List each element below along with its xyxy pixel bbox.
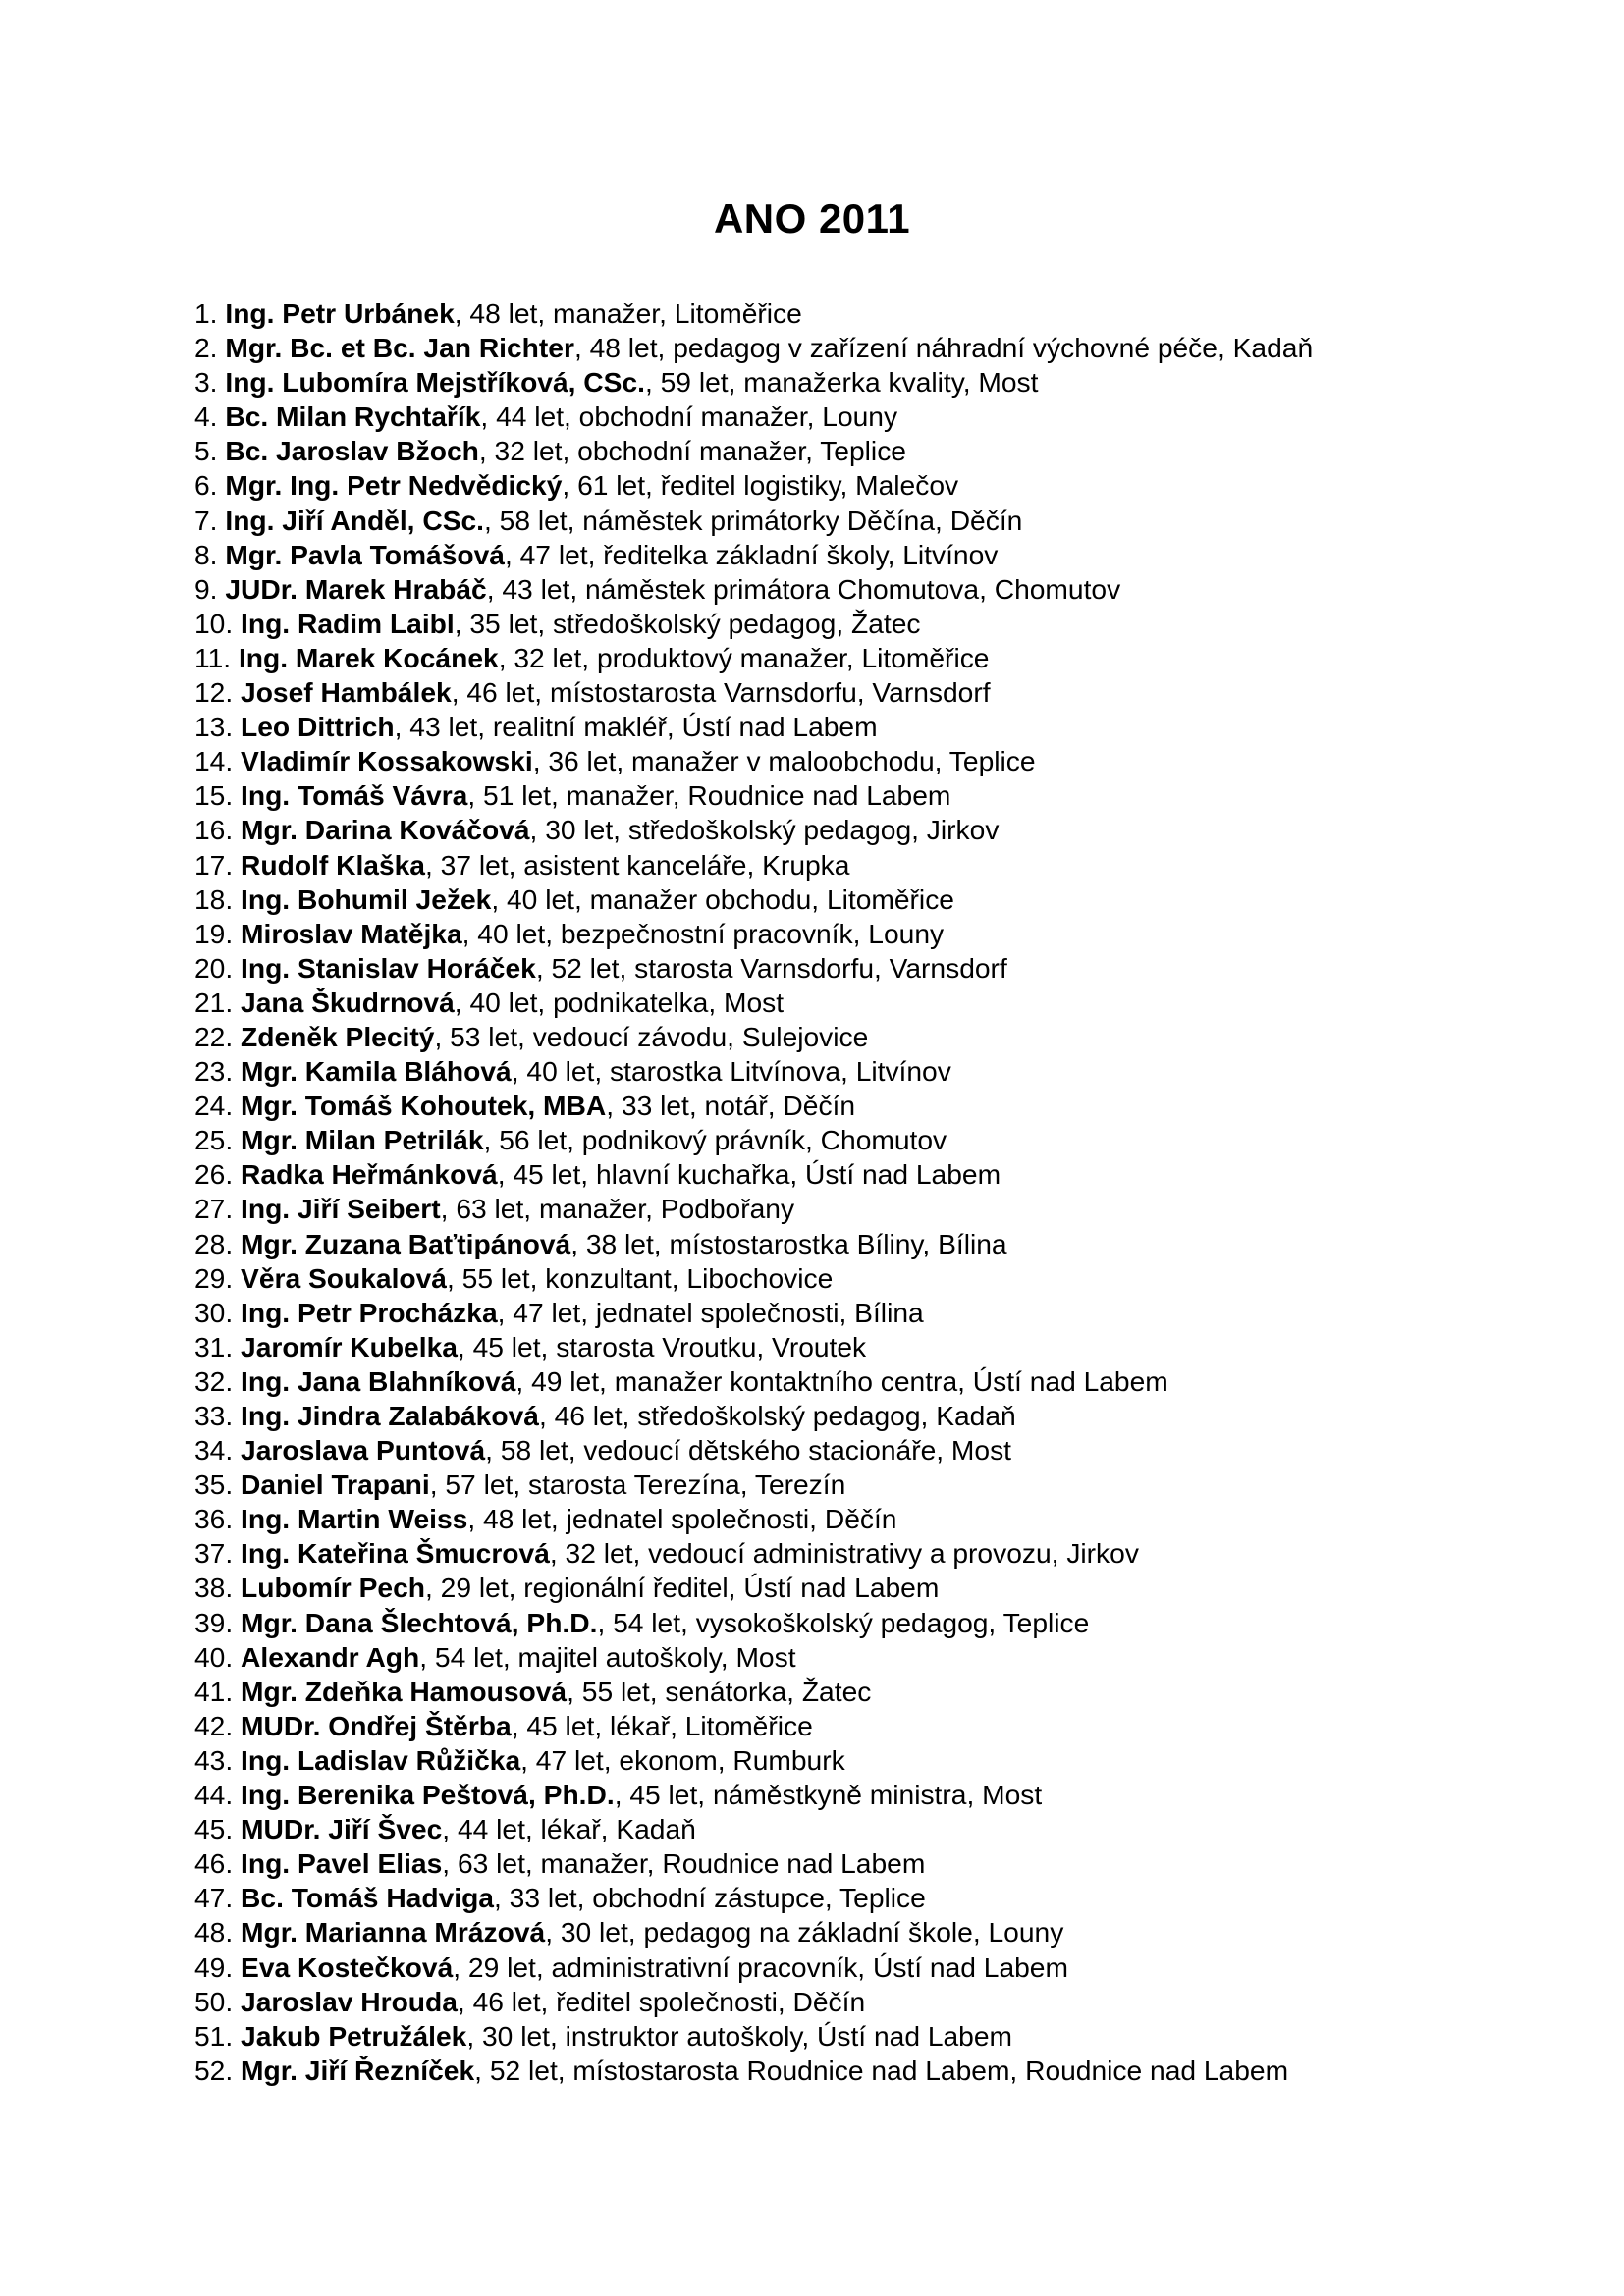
candidate-details: , 46 let, místostarosta Varnsdorfu, Varnsdorf bbox=[451, 676, 991, 709]
candidate-details: , 52 let, místostarosta Roudnice nad Labem, Roudnice nad Labem bbox=[474, 2054, 1289, 2086]
list-item bbox=[194, 1123, 1313, 1157]
list-item bbox=[194, 1606, 1313, 1640]
list-item bbox=[194, 504, 1313, 538]
list-item-number: 1. bbox=[194, 297, 218, 329]
candidate-name: Mgr. Marianna Mrázová bbox=[241, 1916, 546, 1949]
candidate-details: , 49 let, manažer kontaktního centra, Ústí nad Labem bbox=[515, 1364, 1168, 1397]
list-item-number: 24. bbox=[194, 1090, 234, 1122]
list-item bbox=[194, 1330, 1313, 1364]
candidate-details: , 52 let, starosta Varnsdorfu, Varnsdorf bbox=[535, 951, 1007, 984]
list-item bbox=[194, 1881, 1313, 1915]
list-item-number: 47. bbox=[194, 1882, 234, 1914]
list-item bbox=[194, 572, 1313, 607]
list-item bbox=[194, 641, 1313, 675]
list-item bbox=[194, 607, 1313, 641]
candidate-name: Ing. Berenika Peštová, Ph.D. bbox=[241, 1779, 615, 1811]
list-item bbox=[194, 951, 1313, 986]
list-item bbox=[194, 675, 1313, 710]
page-title: ANO 2011 bbox=[713, 195, 911, 241]
list-item-number: 16. bbox=[194, 814, 234, 846]
list-item-number: 51. bbox=[194, 2019, 234, 2052]
candidate-details: , 32 let, vedoucí administrativy a provozu, Jirkov bbox=[549, 1537, 1139, 1570]
candidate-name: Ing. Ladislav Růžička bbox=[241, 1743, 521, 1776]
candidate-name: Mgr. Zdeňka Hamousová bbox=[241, 1675, 568, 1707]
candidate-details: , 47 let, jednatel společnosti, Bílina bbox=[497, 1296, 924, 1328]
list-item bbox=[194, 1192, 1313, 1226]
list-item-number: 26. bbox=[194, 1158, 234, 1191]
list-item bbox=[194, 1261, 1313, 1296]
candidate-name: Zdeněk Plecitý bbox=[241, 1020, 435, 1052]
list-item-number: 37. bbox=[194, 1537, 234, 1570]
list-item-number: 40. bbox=[194, 1640, 234, 1673]
candidate-details: , 45 let, náměstkyně ministra, Most bbox=[614, 1779, 1043, 1811]
list-item bbox=[194, 1157, 1313, 1192]
list-item-number: 44. bbox=[194, 1779, 234, 1811]
candidate-details: , 53 let, vedoucí závodu, Sulejovice bbox=[434, 1020, 869, 1052]
list-item bbox=[194, 1571, 1313, 1605]
candidate-details: , 30 let, středoškolský pedagog, Jirkov bbox=[529, 814, 1000, 846]
candidate-name: JUDr. Marek Hrabáč bbox=[225, 572, 487, 605]
candidate-name: Mgr. Milan Petrilák bbox=[241, 1124, 484, 1156]
list-item bbox=[194, 1433, 1313, 1468]
list-item bbox=[194, 1502, 1313, 1536]
candidate-name: Ing. Kateřina Šmucrová bbox=[241, 1537, 550, 1570]
candidate-name: Mgr. Dana Šlechtová, Ph.D. bbox=[241, 1606, 598, 1638]
list-item-number: 43. bbox=[194, 1743, 234, 1776]
candidate-name: Jaroslava Puntová bbox=[241, 1434, 486, 1467]
list-item bbox=[194, 1020, 1313, 1054]
list-item-number: 28. bbox=[194, 1227, 234, 1259]
candidate-details: , 63 let, manažer, Roudnice nad Labem bbox=[442, 1847, 926, 1880]
candidate-details: , 45 let, starosta Vroutku, Vroutek bbox=[457, 1330, 867, 1362]
list-item bbox=[194, 710, 1313, 744]
list-item-number: 10. bbox=[194, 607, 234, 639]
list-item-number: 2. bbox=[194, 332, 218, 364]
candidate-name: Ing. Bohumil Ježek bbox=[241, 882, 492, 915]
candidate-details: , 29 let, administrativní pracovník, Ústí nad Labem bbox=[453, 1950, 1068, 1983]
list-item bbox=[194, 2019, 1313, 2054]
list-item-number: 29. bbox=[194, 1261, 234, 1294]
list-item-number: 11. bbox=[194, 641, 232, 673]
candidate-name: Miroslav Matějka bbox=[241, 917, 462, 949]
list-item-number: 9. bbox=[194, 572, 218, 605]
candidate-name: Ing. Jana Blahníková bbox=[241, 1364, 516, 1397]
list-item bbox=[194, 778, 1313, 813]
candidate-name: Mgr. Bc. et Bc. Jan Richter bbox=[225, 332, 574, 364]
candidate-name: Vladimír Kossakowski bbox=[241, 745, 533, 777]
candidate-name: Mgr. Ing. Petr Nedvědický bbox=[225, 469, 563, 502]
candidate-details: , 40 let, starostka Litvínova, Litvínov bbox=[511, 1055, 951, 1088]
list-item-number: 48. bbox=[194, 1916, 234, 1949]
candidate-details: , 61 let, ředitel logistiky, Malečov bbox=[562, 469, 959, 502]
list-item bbox=[194, 1468, 1313, 1502]
list-item bbox=[194, 848, 1313, 882]
candidate-details: , 51 let, manažer, Roudnice nad Labem bbox=[467, 779, 951, 812]
list-item bbox=[194, 1846, 1313, 1881]
candidate-details: , 47 let, ředitelka základní školy, Litvínov bbox=[504, 538, 999, 570]
candidate-details: , 55 let, konzultant, Libochovice bbox=[446, 1261, 834, 1294]
candidate-details: , 57 let, starosta Terezína, Terezín bbox=[429, 1468, 846, 1501]
candidate-name: Mgr. Tomáš Kohoutek, MBA bbox=[241, 1090, 607, 1122]
list-item bbox=[194, 1812, 1313, 1846]
candidate-name: Leo Dittrich bbox=[241, 711, 395, 743]
list-item bbox=[194, 1675, 1313, 1709]
list-item-number: 14. bbox=[194, 745, 234, 777]
candidate-name: Věra Soukalová bbox=[241, 1261, 447, 1294]
list-item-number: 17. bbox=[194, 848, 234, 881]
candidate-name: Ing. Tomáš Vávra bbox=[241, 779, 468, 812]
list-item bbox=[194, 434, 1313, 468]
list-item bbox=[194, 1536, 1313, 1571]
candidate-details: , 46 let, středoškolský pedagog, Kadaň bbox=[538, 1400, 1016, 1431]
candidate-name: Bc. Jaroslav Bžoch bbox=[225, 435, 479, 467]
candidate-name: Ing. Petr Urbánek bbox=[225, 297, 455, 329]
candidate-details: , 43 let, náměstek primátora Chomutova, Chomutov bbox=[486, 572, 1121, 605]
list-item bbox=[194, 986, 1313, 1020]
list-item-number: 5. bbox=[194, 435, 218, 467]
list-item-number: 35. bbox=[194, 1468, 234, 1501]
list-item-number: 3. bbox=[194, 366, 218, 399]
list-item bbox=[194, 1743, 1313, 1778]
candidate-name: MUDr. Ondřej Štěrba bbox=[241, 1709, 512, 1741]
candidate-details: , 47 let, ekonom, Rumburk bbox=[520, 1743, 845, 1776]
list-item bbox=[194, 1089, 1313, 1123]
list-item-number: 46. bbox=[194, 1847, 234, 1880]
candidate-details: , 45 let, hlavní kuchařka, Ústí nad Labem bbox=[497, 1158, 1001, 1191]
candidate-details: , 58 let, náměstek primátorky Děčína, Děčín bbox=[484, 504, 1023, 536]
candidate-details: , 32 let, obchodní manažer, Teplice bbox=[478, 435, 906, 467]
candidate-details: , 48 let, jednatel společnosti, Děčín bbox=[467, 1503, 897, 1535]
candidate-name: Ing. Stanislav Horáček bbox=[241, 951, 536, 984]
list-item-number: 6. bbox=[194, 469, 218, 502]
candidate-name: Ing. Lubomíra Mejstříková, CSc. bbox=[225, 366, 645, 399]
candidate-name: Jaromír Kubelka bbox=[241, 1330, 458, 1362]
candidate-name: Mgr. Jiří Řezníček bbox=[241, 2054, 475, 2086]
list-item-number: 41. bbox=[194, 1675, 234, 1707]
candidate-name: Ing. Jiří Anděl, CSc. bbox=[225, 504, 485, 536]
list-item bbox=[194, 1227, 1313, 1261]
list-item-number: 39. bbox=[194, 1606, 234, 1638]
candidate-name: Bc. Tomáš Hadviga bbox=[241, 1882, 494, 1914]
candidate-details: , 54 let, vysokoškolský pedagog, Teplice bbox=[597, 1606, 1090, 1638]
list-item bbox=[194, 2054, 1313, 2088]
list-item bbox=[194, 882, 1313, 917]
candidate-details: , 38 let, místostarostka Bíliny, Bílina bbox=[570, 1227, 1007, 1259]
candidate-details: , 56 let, podnikový právník, Chomutov bbox=[483, 1124, 947, 1156]
list-item-number: 15. bbox=[194, 779, 234, 812]
list-item-number: 20. bbox=[194, 951, 234, 984]
list-item-number: 42. bbox=[194, 1709, 234, 1741]
candidate-name: Bc. Milan Rychtařík bbox=[225, 400, 481, 433]
list-item bbox=[194, 1054, 1313, 1089]
list-item-number: 4. bbox=[194, 400, 218, 433]
list-item-number: 8. bbox=[194, 538, 218, 570]
list-item-number: 22. bbox=[194, 1020, 234, 1052]
list-item bbox=[194, 1296, 1313, 1330]
list-item bbox=[194, 1778, 1313, 1812]
list-item-number: 36. bbox=[194, 1503, 234, 1535]
candidate-name: Ing. Jiří Seibert bbox=[241, 1193, 441, 1225]
list-item-number: 18. bbox=[194, 882, 234, 915]
list-item-number: 7. bbox=[194, 504, 218, 536]
candidate-name: Rudolf Klaška bbox=[241, 848, 425, 881]
list-item-number: 23. bbox=[194, 1055, 234, 1088]
list-item bbox=[194, 1364, 1313, 1399]
candidate-name: Ing. Martin Weiss bbox=[241, 1503, 468, 1535]
candidate-details: , 59 let, manažerka kvality, Most bbox=[644, 366, 1039, 399]
candidate-list bbox=[194, 296, 1313, 2088]
candidate-details: , 54 let, majitel autoškoly, Most bbox=[419, 1640, 796, 1673]
candidate-details: , 45 let, lékař, Litoměřice bbox=[511, 1709, 813, 1741]
candidate-details: , 55 let, senátorka, Žatec bbox=[567, 1675, 872, 1707]
candidate-details: , 58 let, vedoucí dětského stacionáře, Most bbox=[485, 1434, 1012, 1467]
candidate-details: , 29 let, regionální ředitel, Ústí nad Labem bbox=[424, 1572, 940, 1604]
list-item-number: 27. bbox=[194, 1193, 234, 1225]
candidate-details: , 40 let, podnikatelka, Most bbox=[454, 986, 785, 1018]
candidate-details: , 40 let, bezpečnostní pracovník, Louny bbox=[461, 917, 945, 949]
candidate-details: , 36 let, manažer v maloobchodu, Teplice bbox=[532, 745, 1036, 777]
list-item bbox=[194, 1640, 1313, 1675]
list-item bbox=[194, 1985, 1313, 2019]
candidate-name: Mgr. Darina Kováčová bbox=[241, 814, 530, 846]
list-item bbox=[194, 468, 1313, 503]
candidate-name: Jaroslav Hrouda bbox=[241, 1985, 458, 2017]
candidate-details: , 44 let, obchodní manažer, Louny bbox=[480, 400, 898, 433]
candidate-details: , 32 let, produktový manažer, Litoměřice bbox=[498, 641, 990, 673]
list-item bbox=[194, 296, 1313, 331]
candidate-details: , 44 let, lékař, Kadaň bbox=[442, 1813, 696, 1845]
list-item-number: 21. bbox=[194, 986, 234, 1018]
candidate-name: Mgr. Pavla Tomášová bbox=[225, 538, 505, 570]
candidate-details: , 63 let, manažer, Podbořany bbox=[440, 1193, 795, 1225]
list-item-number: 38. bbox=[194, 1572, 234, 1604]
list-item bbox=[194, 538, 1313, 572]
candidate-details: , 48 let, manažer, Litoměřice bbox=[454, 297, 802, 329]
candidate-details: , 33 let, notář, Děčín bbox=[606, 1090, 856, 1122]
candidate-details: , 37 let, asistent kanceláře, Krupka bbox=[425, 848, 850, 881]
candidate-details: , 30 let, pedagog na základní škole, Louny bbox=[545, 1916, 1064, 1949]
list-item bbox=[194, 917, 1313, 951]
list-item-number: 49. bbox=[194, 1950, 234, 1983]
candidate-details: , 46 let, ředitel společnosti, Děčín bbox=[457, 1985, 866, 2017]
candidate-name: Ing. Radim Laibl bbox=[241, 607, 455, 639]
candidate-name: Alexandr Agh bbox=[241, 1640, 420, 1673]
list-item bbox=[194, 1950, 1313, 1985]
list-item bbox=[194, 400, 1313, 434]
candidate-name: Mgr. Kamila Bláhová bbox=[241, 1055, 512, 1088]
list-item-number: 30. bbox=[194, 1296, 234, 1328]
candidate-name: Jakub Petružálek bbox=[241, 2019, 467, 2052]
list-item bbox=[194, 744, 1313, 778]
candidate-name: Josef Hambálek bbox=[241, 676, 452, 709]
list-item-number: 34. bbox=[194, 1434, 234, 1467]
candidate-details: , 48 let, pedagog v zařízení náhradní výchovné péče, Kadaň bbox=[573, 332, 1314, 364]
candidate-details: , 33 let, obchodní zástupce, Teplice bbox=[493, 1882, 926, 1914]
list-item-number: 12. bbox=[194, 676, 234, 709]
candidate-name: Eva Kostečková bbox=[241, 1950, 454, 1983]
candidate-name: Radka Heřmánková bbox=[241, 1158, 498, 1191]
candidate-name: Ing. Petr Procházka bbox=[241, 1296, 498, 1328]
candidate-name: Mgr. Zuzana Baťtipánová bbox=[241, 1227, 571, 1259]
list-item-number: 13. bbox=[194, 711, 234, 743]
list-item-number: 25. bbox=[194, 1124, 234, 1156]
list-item-number: 32. bbox=[194, 1364, 234, 1397]
list-item-number: 31. bbox=[194, 1330, 234, 1362]
list-item-number: 33. bbox=[194, 1400, 234, 1431]
candidate-details: , 40 let, manažer obchodu, Litoměřice bbox=[491, 882, 954, 915]
candidate-name: Ing. Jindra Zalabáková bbox=[241, 1400, 539, 1431]
candidate-name: Jana Škudrnová bbox=[241, 986, 455, 1018]
candidate-name: Ing. Marek Kocánek bbox=[238, 641, 499, 673]
list-item bbox=[194, 1399, 1313, 1433]
candidate-details: , 30 let, instruktor autoškoly, Ústí nad Labem bbox=[466, 2019, 1013, 2052]
list-item-number: 45. bbox=[194, 1813, 234, 1845]
list-item-number: 52. bbox=[194, 2054, 234, 2086]
list-item bbox=[194, 1709, 1313, 1743]
candidate-name: Daniel Trapani bbox=[241, 1468, 430, 1501]
list-item bbox=[194, 1915, 1313, 1949]
candidate-details: , 43 let, realitní makléř, Ústí nad Labem bbox=[394, 711, 878, 743]
candidate-name: Lubomír Pech bbox=[241, 1572, 425, 1604]
candidate-name: MUDr. Jiří Švec bbox=[241, 1813, 443, 1845]
list-item bbox=[194, 365, 1313, 400]
list-item bbox=[194, 813, 1313, 847]
list-item-number: 19. bbox=[194, 917, 234, 949]
list-item bbox=[194, 331, 1313, 365]
candidate-details: , 35 let, středoškolský pedagog, Žatec bbox=[454, 607, 921, 639]
candidate-name: Ing. Pavel Elias bbox=[241, 1847, 443, 1880]
list-item-number: 50. bbox=[194, 1985, 234, 2017]
